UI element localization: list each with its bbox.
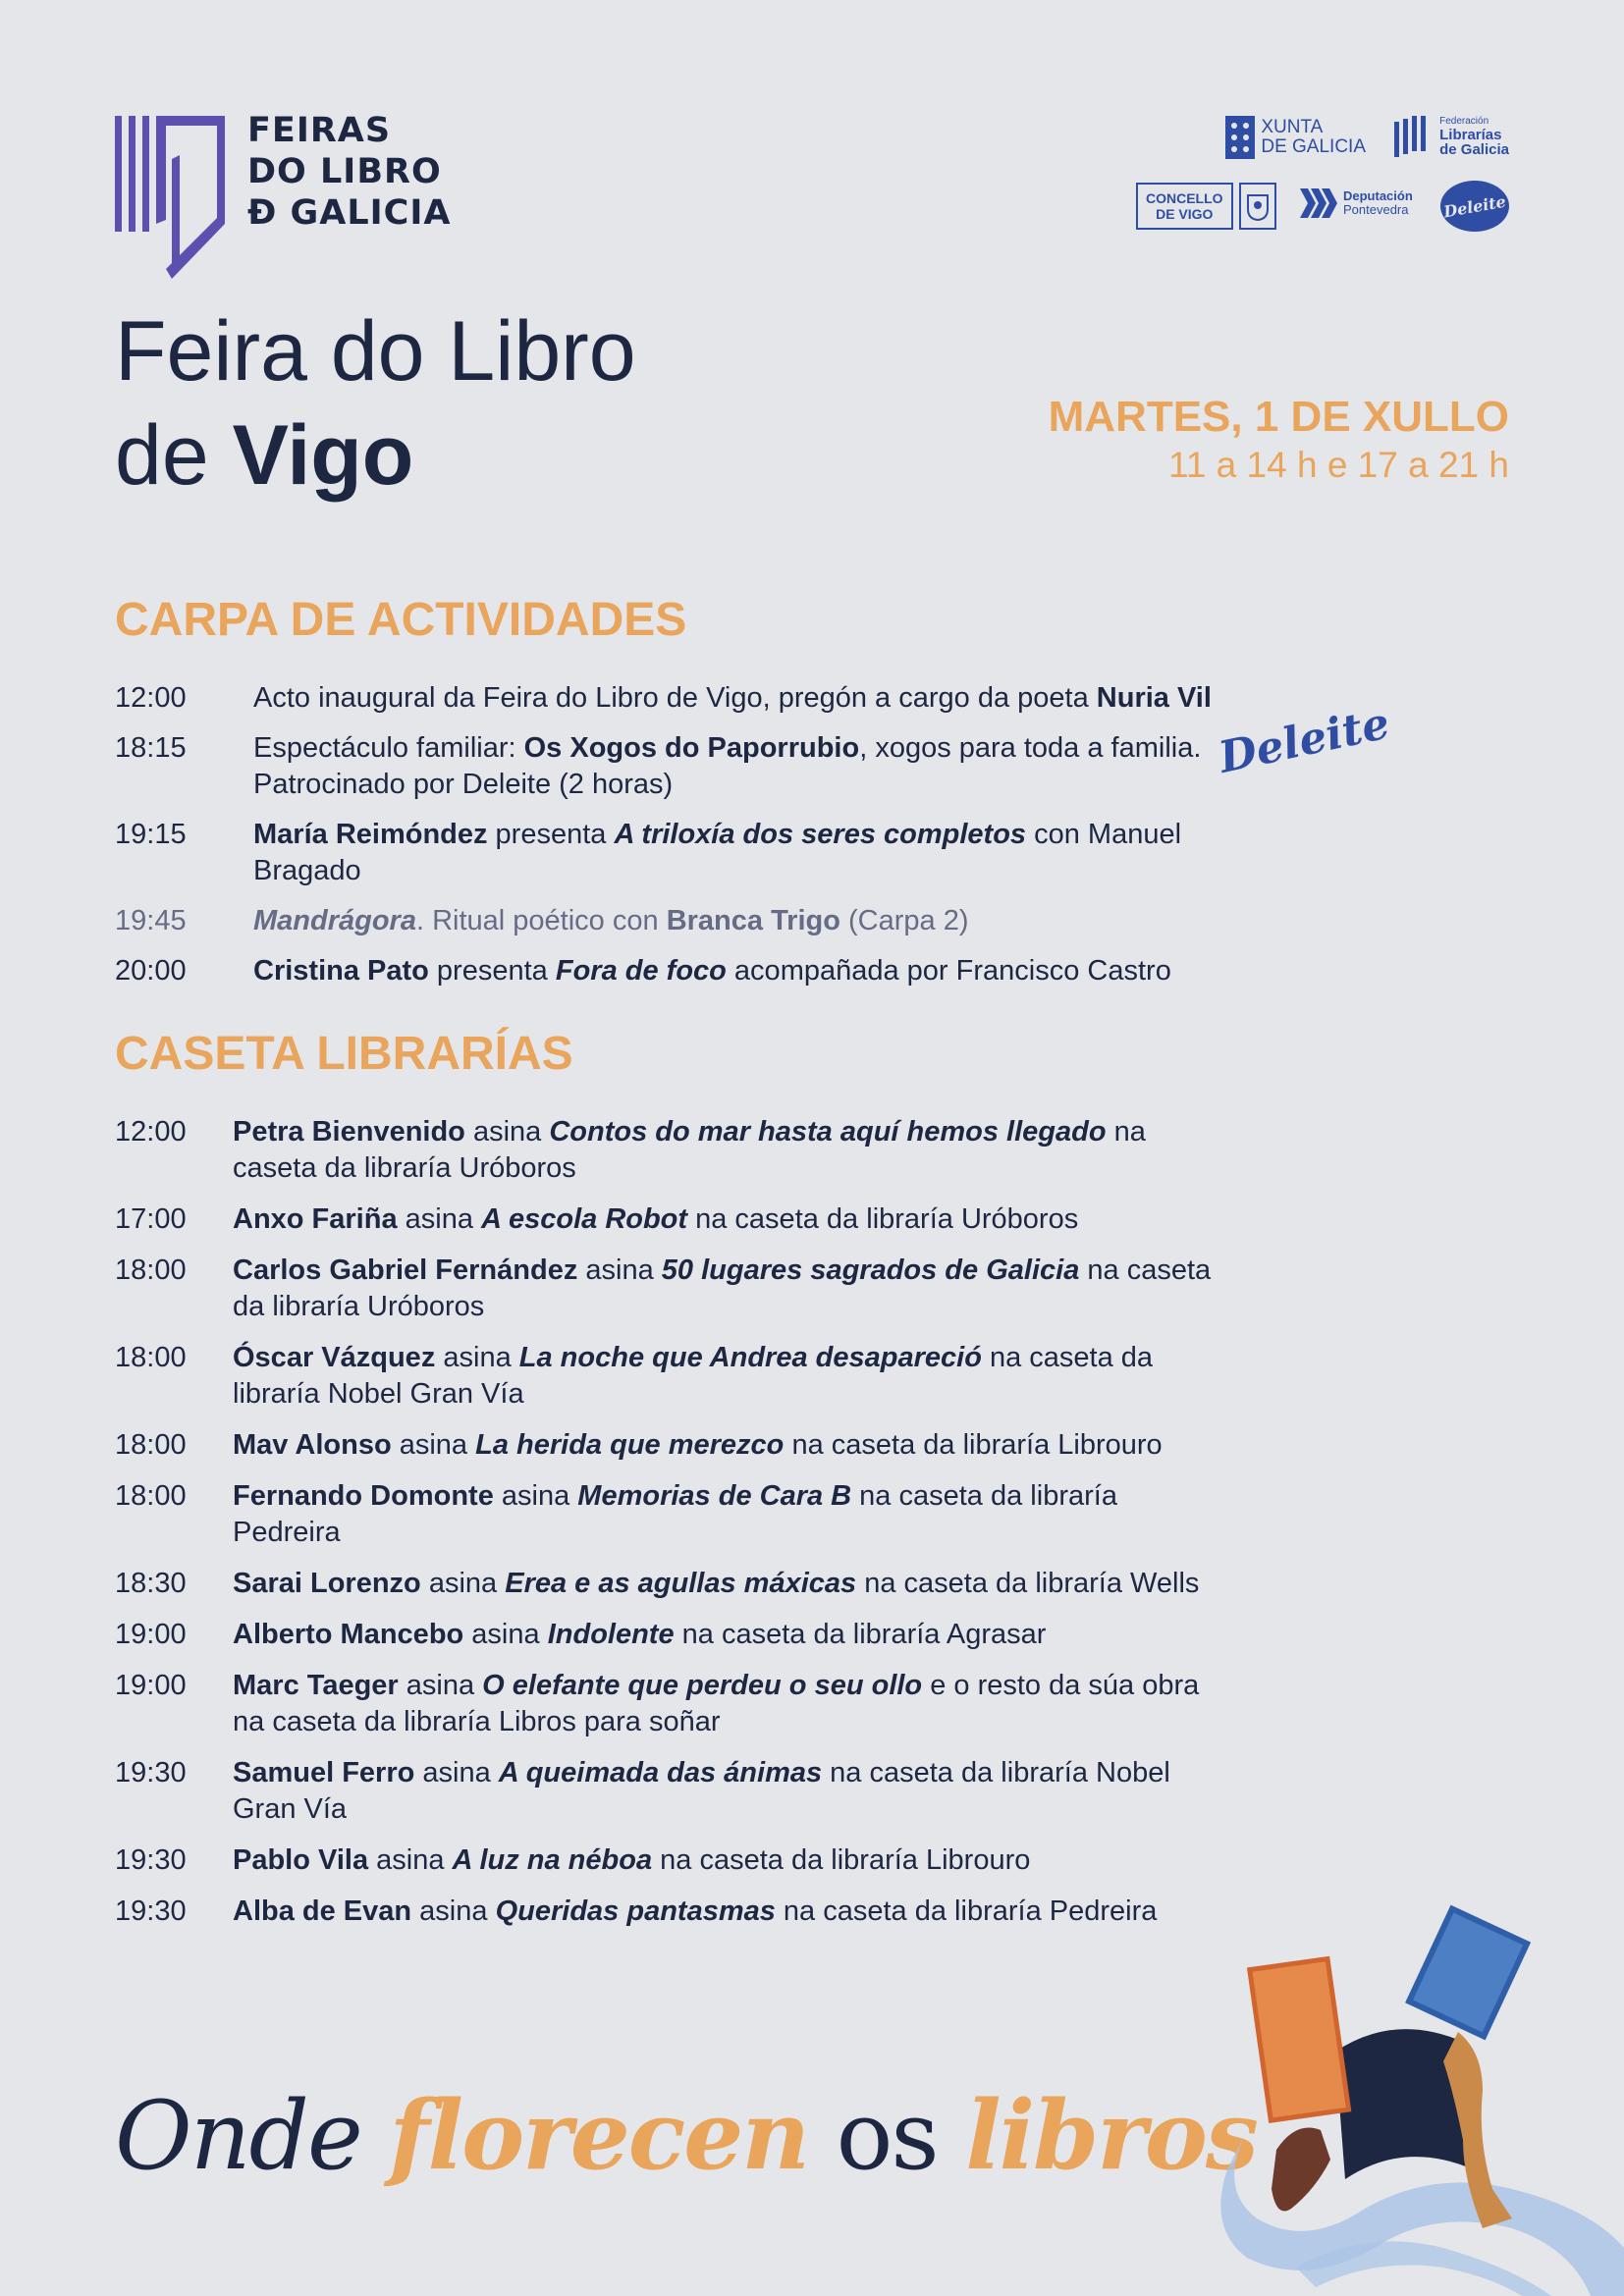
concello-line-1: CONCELLO: [1146, 190, 1223, 206]
row-verb: asina: [411, 1896, 496, 1927]
federacion-line-1: Federación: [1439, 116, 1489, 127]
row-description: [233, 1668, 1215, 1740]
row-location: e o resto da súa obra na caseta da libraría Libros para soñar: [233, 1670, 1200, 1737]
row-author: Pablo Vila: [233, 1844, 369, 1876]
row-verb: asina: [420, 1568, 506, 1599]
row-verb: asina: [464, 1116, 550, 1148]
concello-box: [1136, 183, 1233, 230]
row-name: Branca Trigo: [666, 905, 840, 936]
schedule-row: [115, 817, 1391, 889]
logo-line-3: Ð GALICIA: [247, 193, 452, 233]
title-line-2: [115, 403, 636, 507]
row-name: María Reimóndez: [253, 819, 488, 850]
row-verb: asina: [398, 1670, 483, 1701]
signing-row: [115, 1668, 1391, 1740]
row-location: na caseta da libraría Librouro: [652, 1844, 1031, 1876]
row-time: 19:30: [115, 1844, 187, 1876]
federacion-logo: [1394, 116, 1509, 157]
signing-row: [115, 1842, 1391, 1879]
row-location: na caseta da libraría Uróboros: [233, 1116, 1146, 1184]
concello-line-2: DE VIGO: [1156, 206, 1214, 222]
row-text: Espectáculo familiar:: [253, 732, 524, 764]
row-time: 18:30: [115, 1568, 187, 1599]
deputacion-logo: [1300, 188, 1413, 218]
row-location: na caseta da libraría Librouro: [784, 1429, 1163, 1461]
row-author: Alberto Mancebo: [233, 1619, 464, 1650]
sponsor-logos: [1136, 116, 1509, 234]
xunta-line-2: DE GALICIA: [1261, 136, 1366, 157]
slogan-word-2: florecen: [389, 2080, 809, 2191]
signing-row: [115, 1617, 1391, 1653]
row-book: La herida que merezco: [475, 1429, 785, 1461]
row-book: Contos do mar hasta aquí hemos llegado: [549, 1116, 1107, 1148]
hours-text: 11 a 14 h e 17 a 21 h: [1167, 445, 1509, 485]
row-description: [233, 1755, 1215, 1828]
title-line-1: Feira do Libro: [115, 304, 636, 399]
signing-row: [115, 1478, 1391, 1551]
row-time: 12:00: [115, 1116, 187, 1148]
schedule-row: [115, 953, 1391, 989]
row-author: Sarai Lorenzo: [233, 1568, 421, 1599]
row-location: na caseta da libraría Agrasar: [674, 1619, 1047, 1650]
logo-line-1: FEIRAS: [247, 111, 392, 150]
row-time: 19:45: [115, 905, 187, 936]
logo-line-2: DO LIBRO: [247, 152, 442, 191]
row-book: Indolente: [547, 1619, 675, 1650]
title-de: de: [115, 408, 209, 503]
row-author: Samuel Ferro: [233, 1757, 415, 1789]
feiras-logo-icon: [115, 114, 225, 279]
signing-row: [115, 1201, 1391, 1238]
row-description: [233, 1201, 1215, 1238]
row-author: Marc Taeger: [233, 1670, 399, 1701]
row-author: Petra Bienvenido: [233, 1116, 465, 1148]
row-book: Memorias de Cara B: [577, 1480, 852, 1512]
row-description: [253, 730, 1235, 803]
row-time: 19:15: [115, 819, 187, 850]
deleite-logo-text: Deleite: [1441, 191, 1508, 221]
row-time: 18:00: [115, 1480, 187, 1512]
books-illustration-icon: [1218, 1895, 1624, 2296]
row-location: na caseta da libraría Wells: [856, 1568, 1200, 1599]
row-location: na caseta da libraría Pedreira: [233, 1480, 1117, 1548]
feiras-logo-text: [247, 110, 451, 234]
row-time: 18:00: [115, 1429, 187, 1461]
row-book: 50 lugares sagrados de Galicia: [661, 1255, 1080, 1286]
row-text: (Carpa 2): [839, 905, 969, 936]
row-time: 19:00: [115, 1670, 187, 1701]
signing-row: [115, 1566, 1391, 1602]
row-description: [233, 1566, 1215, 1602]
federacion-bars-icon: [1394, 116, 1434, 157]
row-description: [253, 680, 1235, 717]
signing-row: [115, 1894, 1391, 1930]
row-description: [253, 817, 1235, 889]
row-description: [233, 1617, 1215, 1653]
row-verb: asina: [577, 1255, 662, 1286]
row-text: . Ritual poético con: [415, 905, 667, 936]
deputacion-line-1: Deputación: [1343, 188, 1413, 203]
row-author: Carlos Gabriel Fernández: [233, 1255, 578, 1286]
xunta-shield-icon: [1225, 116, 1255, 159]
row-time: 20:00: [115, 955, 187, 987]
row-title: Os Xogos do Paporrubio: [523, 732, 860, 764]
row-text: acompañada por Francisco Castro: [726, 955, 1171, 987]
xunta-line-1: XUNTA: [1261, 117, 1324, 137]
federacion-line-3: de Galicia: [1439, 141, 1509, 158]
row-description: [233, 1842, 1215, 1879]
row-book: Queridas pantasmas: [495, 1896, 776, 1927]
carpa-heading: CARPA DE ACTIVIDADES: [115, 594, 687, 646]
row-book: O elefante que perdeu o seu ollo: [482, 1670, 923, 1701]
deleite-logo: [1440, 181, 1509, 232]
row-author: Mav Alonso: [233, 1429, 392, 1461]
signing-row: [115, 1340, 1391, 1413]
row-title: Mandrágora: [253, 905, 416, 936]
deputacion-icon: [1300, 188, 1337, 218]
row-location: na caseta da libraría Uróboros: [687, 1203, 1079, 1235]
signing-row: [115, 1114, 1391, 1187]
row-book: Erea e as agullas máxicas: [505, 1568, 857, 1599]
row-book: A luz na néboa: [452, 1844, 653, 1876]
row-author: Óscar Vázquez: [233, 1342, 436, 1373]
row-text: presenta: [428, 955, 556, 987]
row-author: Fernando Domonte: [233, 1480, 494, 1512]
slogan-word-1: Onde: [115, 2081, 361, 2191]
row-verb: asina: [397, 1203, 482, 1235]
row-location: na caseta da libraría Uróboros: [233, 1255, 1212, 1322]
schedule-row: [115, 730, 1391, 803]
caseta-schedule: [115, 1114, 1391, 1945]
schedule-row: [115, 680, 1391, 717]
row-verb: asina: [391, 1429, 476, 1461]
row-description: [233, 1894, 1215, 1930]
row-time: 19:30: [115, 1757, 187, 1789]
slogan-word-4: libros: [965, 2080, 1257, 2191]
row-location: na caseta da libraría Nobel Gran Vía: [233, 1342, 1154, 1410]
slogan: [115, 2082, 1257, 2190]
row-description: [233, 1253, 1215, 1325]
row-title: A triloxía dos seres completos: [614, 819, 1027, 850]
signing-row: [115, 1427, 1391, 1464]
row-time: 18:00: [115, 1342, 187, 1373]
row-description: [233, 1114, 1215, 1187]
row-time: 18:15: [115, 732, 187, 764]
federacion-line-2: Librarías: [1439, 127, 1502, 143]
caseta-heading: CASETA LIBRARÍAS: [115, 1028, 573, 1080]
row-verb: asina: [368, 1844, 453, 1876]
xunta-logo: [1225, 116, 1366, 159]
row-text: , xogos para toda a familia.: [859, 732, 1202, 764]
signing-row: [115, 1253, 1391, 1325]
row-description: [233, 1478, 1215, 1551]
vigo-crest-icon: [1239, 183, 1276, 230]
row-author: Anxo Fariña: [233, 1203, 398, 1235]
signing-row: [115, 1755, 1391, 1828]
row-book: La noche que Andrea desapareció: [518, 1342, 982, 1373]
row-verb: asina: [493, 1480, 578, 1512]
deleite-badge: Deleite: [1215, 698, 1394, 783]
row-description: [233, 1340, 1215, 1413]
row-time: 19:00: [115, 1619, 187, 1650]
row-location: na caseta da libraría Nobel Gran Vía: [233, 1757, 1170, 1825]
row-time: 12:00: [115, 682, 187, 714]
row-title: Fora de foco: [555, 955, 727, 987]
row-name: Cristina Pato: [253, 955, 429, 987]
deputacion-line-2: Pontevedra: [1343, 202, 1409, 217]
row-time: 17:00: [115, 1203, 187, 1235]
carpa-schedule: [115, 680, 1391, 989]
row-verb: asina: [414, 1757, 499, 1789]
row-description: [253, 903, 1235, 939]
row-name: Nuria Vil: [1096, 682, 1212, 714]
row-description: [233, 1427, 1215, 1464]
schedule-row: [115, 903, 1391, 939]
title-city: Vigo: [232, 408, 414, 503]
row-book: A escola Robot: [481, 1203, 688, 1235]
date-text: MARTES, 1 DE XULLO: [1048, 393, 1509, 441]
row-text: Patrocinado por Deleite (2 horas): [253, 769, 674, 800]
concello-vigo-logo: [1136, 183, 1276, 230]
row-author: Alba de Evan: [233, 1896, 412, 1927]
row-text: Acto inaugural da Feira do Libro de Vigo, pregón a cargo da poeta: [253, 682, 1097, 714]
row-time: 19:30: [115, 1896, 187, 1927]
page-title: [115, 299, 636, 507]
slogan-word-3: os: [836, 2081, 938, 2191]
row-location: na caseta da libraría Pedreira: [775, 1896, 1158, 1927]
row-time: 18:00: [115, 1255, 187, 1286]
row-description: [253, 953, 1235, 989]
row-book: A queimada das ánimas: [498, 1757, 823, 1789]
row-verb: asina: [435, 1342, 519, 1373]
row-verb: asina: [463, 1619, 548, 1650]
row-text: con Manuel Bragado: [253, 819, 1182, 886]
event-date: [1049, 391, 1509, 487]
row-text: presenta: [487, 819, 615, 850]
